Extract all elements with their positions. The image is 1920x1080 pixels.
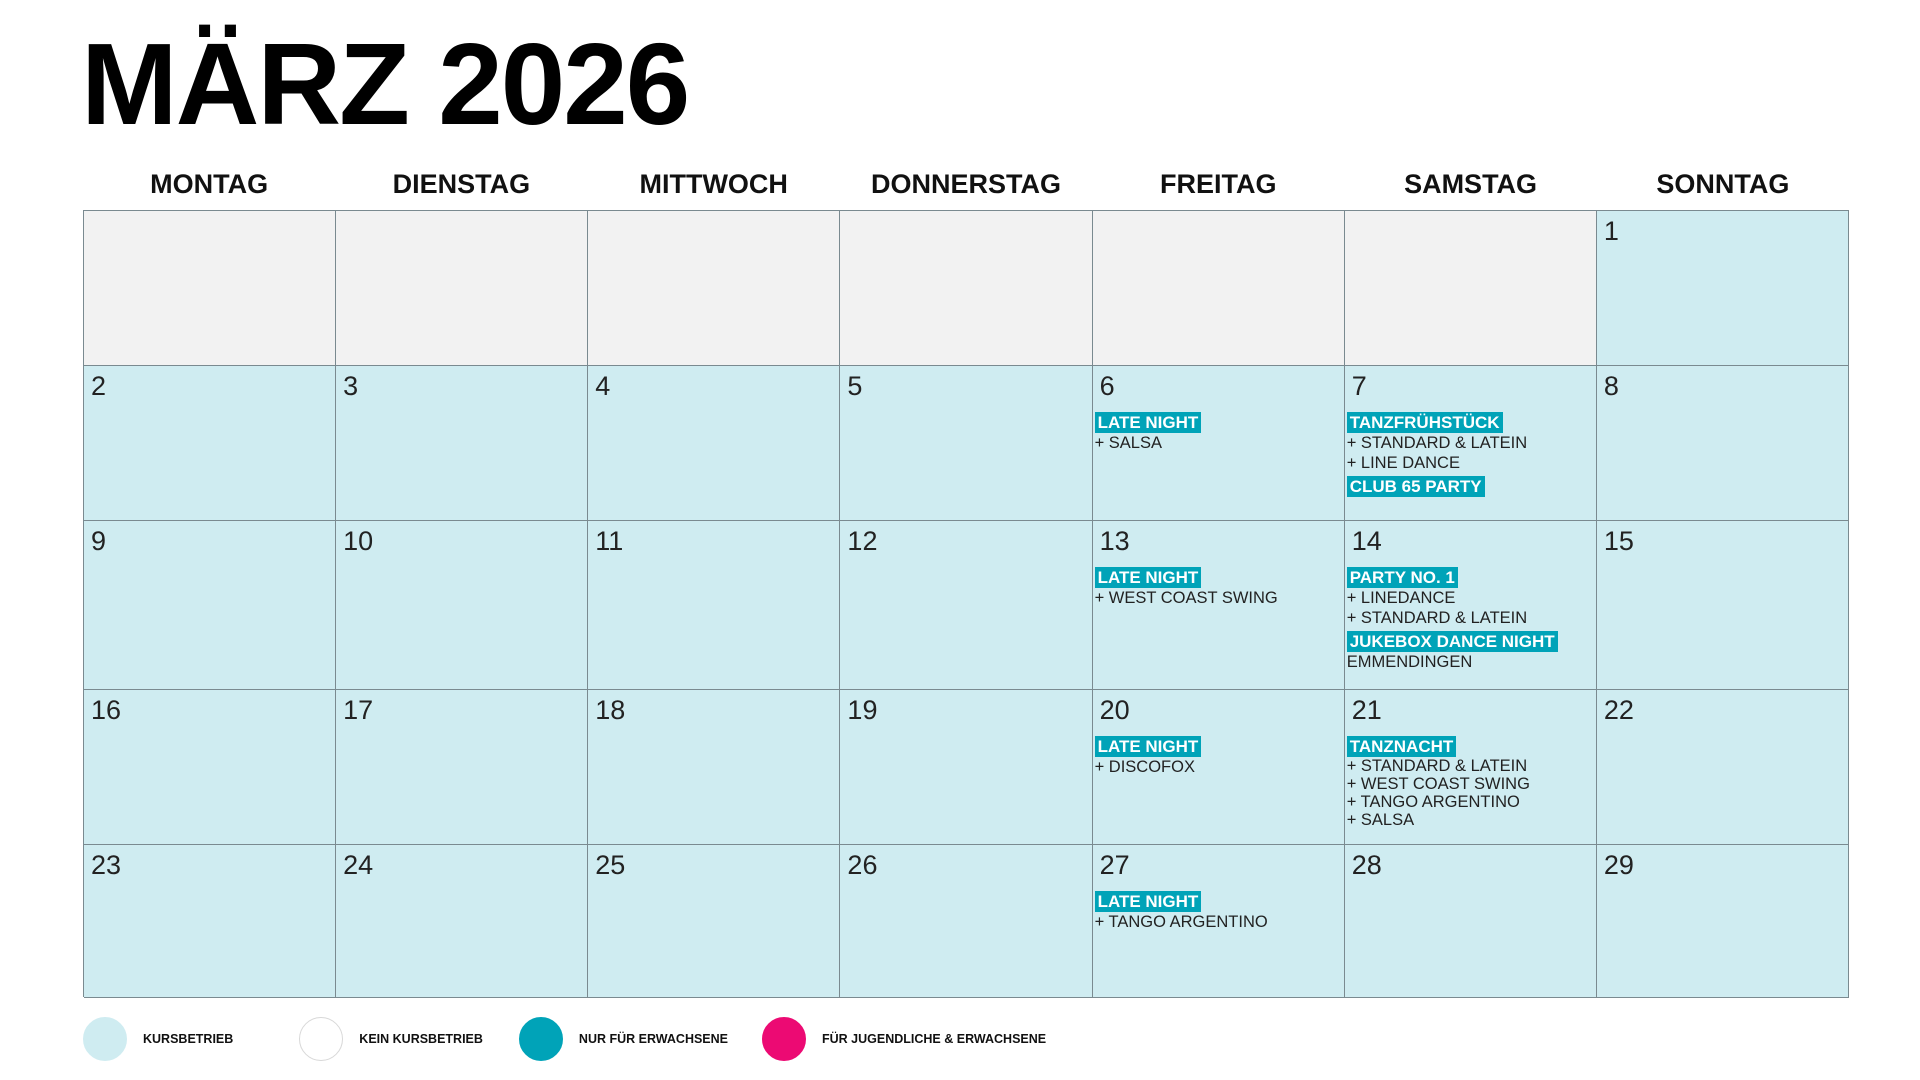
day-number: 28 — [1351, 850, 1382, 880]
day-number: 18 — [595, 695, 626, 725]
calendar-day-cell[interactable] — [84, 521, 336, 690]
calendar-cell-empty[interactable] — [1093, 211, 1345, 366]
calendar-day-cell[interactable] — [588, 366, 840, 521]
calendar-day-cell[interactable] — [1093, 690, 1345, 845]
day-number: 4 — [595, 371, 611, 401]
legend — [83, 1016, 1046, 1062]
day-number: 14 — [1351, 526, 1382, 556]
day-number: 16 — [91, 695, 122, 725]
event-detail: + TANGO ARGENTINO — [1094, 913, 1268, 931]
day-number: 9 — [91, 526, 107, 556]
calendar-day-cell[interactable] — [840, 845, 1092, 998]
calendar-day-cell[interactable] — [1597, 690, 1849, 845]
event-list — [1347, 733, 1594, 829]
event-detail: + WEST COAST SWING — [1346, 775, 1530, 793]
event-detail: + LINEDANCE — [1346, 589, 1456, 607]
event-list — [1095, 888, 1342, 932]
calendar-day-cell[interactable] — [1093, 845, 1345, 998]
day-number: 21 — [1351, 695, 1382, 725]
weekday-thursday: DONNERSTAG — [870, 168, 1061, 199]
day-number: 27 — [1099, 850, 1130, 880]
day-number: 5 — [847, 371, 863, 401]
calendar-day-cell[interactable] — [1597, 845, 1849, 998]
event-detail: + LINE DANCE — [1346, 454, 1460, 472]
event-title[interactable]: LATE NIGHT — [1095, 736, 1202, 757]
calendar-day-cell[interactable] — [588, 845, 840, 998]
legend-label: KURSBETRIEB — [143, 1032, 234, 1046]
event-title[interactable]: TANZFRÜHSTÜCK — [1347, 412, 1503, 433]
event-detail: EMMENDINGEN — [1346, 653, 1473, 671]
day-number: 24 — [343, 850, 374, 880]
calendar-day-cell[interactable] — [840, 521, 1092, 690]
event-title[interactable]: TANZNACHT — [1347, 736, 1457, 757]
day-number: 10 — [343, 526, 374, 556]
weekday-wednesday: MITTWOCH — [639, 168, 788, 199]
legend-label: KEIN KURSBETRIEB — [359, 1032, 483, 1046]
legend-swatch-icon — [762, 1017, 806, 1061]
weekday-header — [83, 158, 1849, 210]
weekday-friday: FREITAG — [1160, 168, 1277, 199]
event-title[interactable]: LATE NIGHT — [1095, 567, 1202, 588]
calendar-grid — [83, 210, 1849, 997]
calendar-cell-empty[interactable] — [840, 211, 1092, 366]
calendar-cell-empty[interactable] — [1345, 211, 1597, 366]
legend-item — [83, 1017, 233, 1061]
calendar-day-cell[interactable] — [1093, 521, 1345, 690]
day-number: 25 — [595, 850, 626, 880]
day-number: 3 — [343, 371, 359, 401]
calendar-day-cell[interactable] — [1345, 690, 1597, 845]
legend-item — [762, 1017, 1046, 1061]
calendar-cell-empty[interactable] — [588, 211, 840, 366]
legend-swatch-icon — [83, 1017, 127, 1061]
legend-swatch-icon — [519, 1017, 563, 1061]
calendar-day-cell[interactable] — [1597, 521, 1849, 690]
event-list — [1095, 409, 1342, 453]
day-number: 29 — [1603, 850, 1634, 880]
day-number: 6 — [1099, 371, 1115, 401]
day-number: 15 — [1603, 526, 1634, 556]
event-list — [1095, 733, 1342, 777]
event-title[interactable]: CLUB 65 PARTY — [1347, 476, 1485, 497]
event-detail: + STANDARD & LATEIN — [1346, 757, 1528, 775]
weekday-sunday: SONNTAG — [1656, 168, 1790, 199]
event-title[interactable]: JUKEBOX DANCE NIGHT — [1347, 631, 1558, 652]
legend-label: NUR FÜR ERWACHSENE — [578, 1032, 729, 1046]
weekday-monday: MONTAG — [150, 168, 269, 199]
calendar-day-cell[interactable] — [840, 690, 1092, 845]
calendar-day-cell[interactable] — [1093, 366, 1345, 521]
event-list — [1347, 409, 1594, 497]
weekday-tuesday: DIENSTAG — [392, 168, 531, 199]
day-number: 8 — [1603, 371, 1619, 401]
calendar-day-cell[interactable] — [336, 845, 588, 998]
event-detail: + SALSA — [1094, 434, 1162, 452]
weekday-saturday: SAMSTAG — [1404, 168, 1538, 199]
event-detail: + WEST COAST SWING — [1094, 589, 1278, 607]
day-number: 26 — [847, 850, 878, 880]
day-number: 20 — [1099, 695, 1130, 725]
calendar-cell-empty[interactable] — [84, 211, 336, 366]
calendar-day-cell[interactable] — [1345, 521, 1597, 690]
event-detail: + STANDARD & LATEIN — [1346, 434, 1528, 452]
event-detail: + DISCOFOX — [1094, 758, 1195, 776]
calendar-day-cell[interactable] — [84, 845, 336, 998]
calendar-day-cell[interactable] — [336, 690, 588, 845]
day-number: 1 — [1603, 216, 1619, 246]
day-number: 7 — [1351, 371, 1367, 401]
event-detail: + TANGO ARGENTINO — [1346, 793, 1520, 811]
calendar-day-cell[interactable] — [336, 366, 588, 521]
calendar-day-cell[interactable] — [1345, 366, 1597, 521]
page-title: MÄRZ 2026 — [81, 19, 689, 149]
calendar-day-cell[interactable] — [840, 366, 1092, 521]
day-number: 11 — [595, 526, 624, 556]
event-title[interactable]: LATE NIGHT — [1095, 891, 1202, 912]
day-number: 17 — [343, 695, 374, 725]
event-title[interactable]: LATE NIGHT — [1095, 412, 1202, 433]
day-number: 22 — [1603, 695, 1634, 725]
day-number: 12 — [847, 526, 878, 556]
event-title[interactable]: PARTY NO. 1 — [1347, 567, 1458, 588]
calendar-day-cell[interactable] — [588, 690, 840, 845]
legend-label: FÜR JUGENDLICHE & ERWACHSENE — [822, 1032, 1047, 1046]
calendar-day-cell[interactable] — [336, 521, 588, 690]
day-number: 23 — [91, 850, 122, 880]
calendar-cell-empty[interactable] — [336, 211, 588, 366]
legend-item — [299, 1017, 483, 1061]
day-number: 19 — [847, 695, 878, 725]
calendar-day-cell[interactable] — [1597, 366, 1849, 521]
calendar-day-cell[interactable] — [84, 690, 336, 845]
event-list — [1347, 564, 1594, 672]
calendar-day-cell[interactable] — [588, 521, 840, 690]
legend-swatch-icon — [299, 1017, 343, 1061]
day-number: 2 — [91, 371, 107, 401]
event-list — [1095, 564, 1342, 608]
calendar-day-cell[interactable] — [1345, 845, 1597, 998]
calendar-day-cell[interactable] — [84, 366, 336, 521]
event-detail: + STANDARD & LATEIN — [1346, 609, 1528, 627]
event-detail: + SALSA — [1346, 811, 1415, 829]
legend-item — [519, 1017, 728, 1061]
calendar-day-cell[interactable] — [1597, 211, 1849, 366]
day-number: 13 — [1099, 526, 1130, 556]
